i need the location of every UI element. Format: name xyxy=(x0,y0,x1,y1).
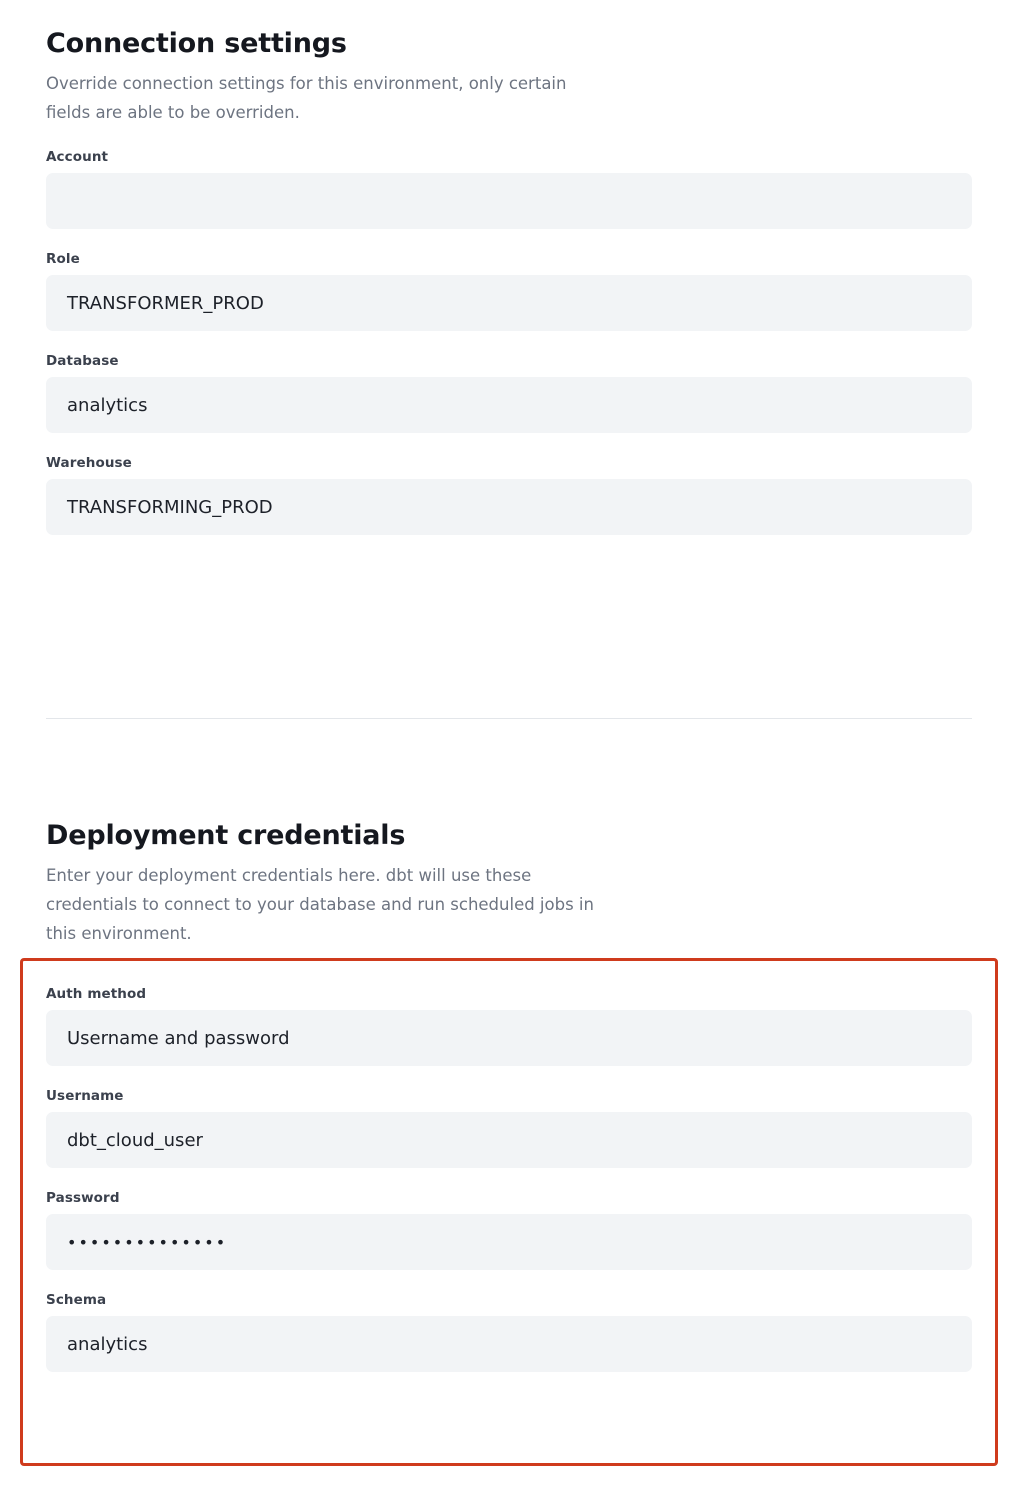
field-label-auth-method: Auth method xyxy=(46,986,147,1002)
field-label-role: Role xyxy=(46,251,80,267)
deployment-credentials-fields xyxy=(46,986,972,1372)
auth-method-select[interactable]: Username and password xyxy=(46,1010,972,1066)
field-label-warehouse: Warehouse xyxy=(46,455,132,471)
field-label-schema: Schema xyxy=(46,1292,107,1308)
field-label-account: Account xyxy=(46,149,109,165)
deployment-credentials-title: Deployment credentials xyxy=(46,820,406,851)
field-username xyxy=(46,1088,972,1168)
field-label-username: Username xyxy=(46,1088,124,1104)
field-account xyxy=(46,149,972,229)
section-divider xyxy=(46,718,972,719)
account-input[interactable] xyxy=(46,173,972,229)
role-input[interactable]: TRANSFORMER_PROD xyxy=(46,275,972,331)
username-input[interactable]: dbt_cloud_user xyxy=(46,1112,972,1168)
password-input[interactable]: •••••••••••••• xyxy=(46,1214,972,1270)
field-auth-method xyxy=(46,986,972,1066)
field-database xyxy=(46,353,972,433)
field-role xyxy=(46,251,972,331)
deployment-credentials-section xyxy=(46,792,972,948)
warehouse-input[interactable]: TRANSFORMING_PROD xyxy=(46,479,972,535)
field-label-password: Password xyxy=(46,1190,120,1206)
database-input[interactable]: analytics xyxy=(46,377,972,433)
connection-settings-section xyxy=(46,0,972,535)
field-schema xyxy=(46,1292,972,1372)
connection-settings-title: Connection settings xyxy=(46,28,347,59)
field-label-database: Database xyxy=(46,353,119,369)
connection-settings-description: Override connection settings for this environment, only certain fields are able to be overriden. xyxy=(46,74,567,122)
field-warehouse xyxy=(46,455,972,535)
schema-input[interactable]: analytics xyxy=(46,1316,972,1372)
deployment-credentials-description: Enter your deployment credentials here. dbt will use these credentials to connect to your database and run scheduled jobs in this environment. xyxy=(46,866,594,943)
field-password xyxy=(46,1190,972,1270)
